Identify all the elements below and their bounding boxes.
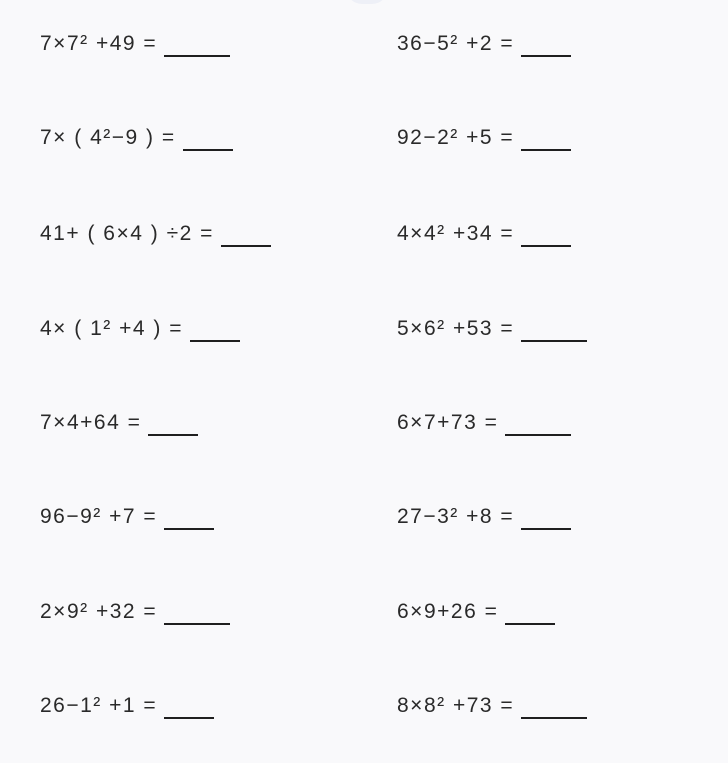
answer-blank[interactable] [521, 149, 571, 151]
answer-blank[interactable] [521, 55, 571, 57]
problem-expression: 36−5² +2 = [397, 32, 515, 55]
answer-blank[interactable] [164, 55, 230, 57]
answer-blank[interactable] [521, 528, 571, 530]
problem [40, 24, 230, 64]
problem-expression: 41+ ( 6×4 ) ÷2 = [40, 222, 214, 245]
problem [397, 118, 571, 158]
answer-blank[interactable] [164, 528, 214, 530]
answer-blank[interactable] [521, 717, 587, 719]
answer-blank[interactable] [183, 149, 233, 151]
problem-expression: 26−1² +1 = [40, 694, 158, 717]
problem-expression: 8×8² +73 = [397, 694, 515, 717]
problem [40, 118, 233, 158]
problem [397, 403, 571, 443]
problem-expression: 27−3² +8 = [397, 505, 515, 528]
problem [40, 497, 214, 537]
problem-expression: 96−9² +7 = [40, 505, 158, 528]
answer-blank[interactable] [148, 434, 198, 436]
problem [40, 686, 214, 726]
problem-expression: 4× ( 1² +4 ) = [40, 317, 183, 340]
problem-expression: 6×9+26 = [397, 600, 499, 623]
problem [397, 24, 571, 64]
problem-expression: 7× ( 4²−9 ) = [40, 126, 176, 149]
problem [397, 309, 587, 349]
problem-expression: 4×4² +34 = [397, 222, 515, 245]
answer-blank[interactable] [521, 245, 571, 247]
problem [397, 686, 587, 726]
problem [40, 309, 240, 349]
problem-expression: 5×6² +53 = [397, 317, 515, 340]
answer-blank[interactable] [221, 245, 271, 247]
problem-expression: 2×9² +32 = [40, 600, 158, 623]
answer-blank[interactable] [190, 340, 240, 342]
answer-blank[interactable] [521, 340, 587, 342]
problem-expression: 7×4+64 = [40, 411, 142, 434]
problem [397, 592, 555, 632]
problem-expression: 7×7² +49 = [40, 32, 158, 55]
answer-blank[interactable] [164, 623, 230, 625]
answer-blank[interactable] [164, 717, 214, 719]
problem [40, 592, 230, 632]
answer-blank[interactable] [505, 623, 555, 625]
problem-expression: 6×7+73 = [397, 411, 499, 434]
problem [397, 214, 571, 254]
problem-expression: 92−2² +5 = [397, 126, 515, 149]
problem [397, 497, 571, 537]
problem [40, 214, 271, 254]
answer-blank[interactable] [505, 434, 571, 436]
problem [40, 403, 198, 443]
